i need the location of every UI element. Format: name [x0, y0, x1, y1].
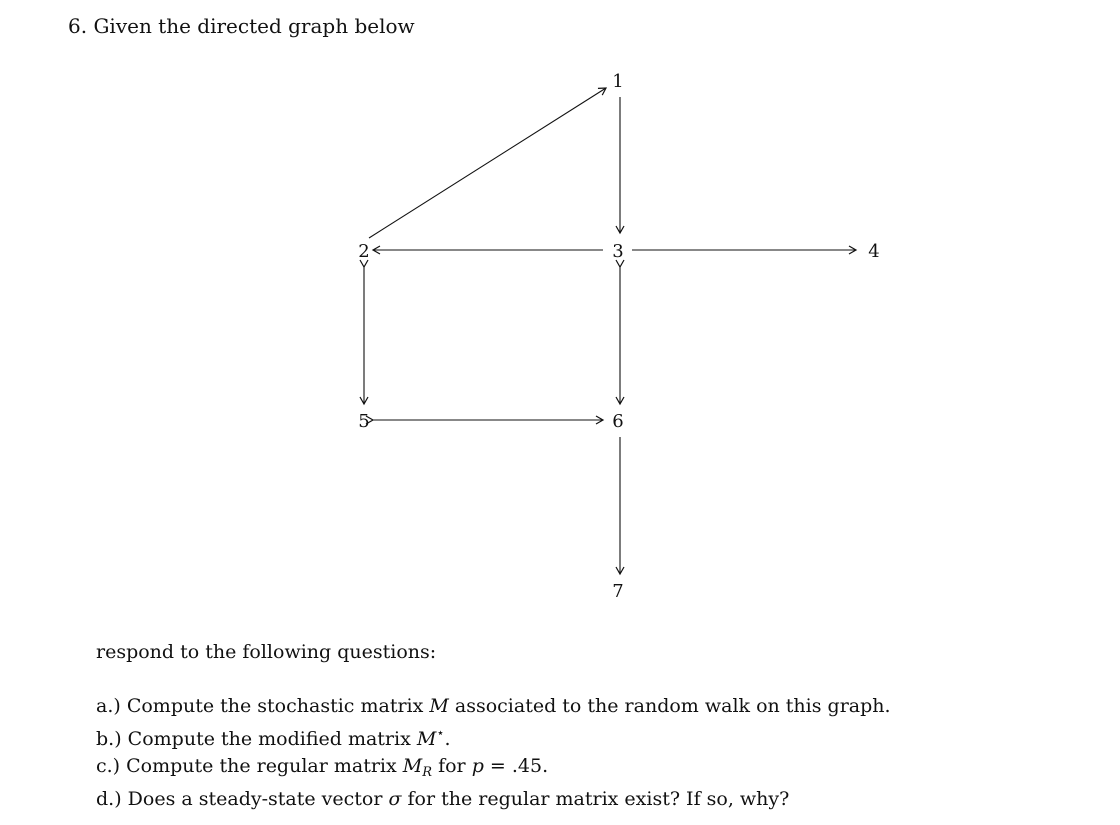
question-list: [96, 693, 891, 813]
node-1: 1: [612, 71, 624, 92]
question-d: d.) Does a steady-state vector σ for the regular matrix exist? If so, why?: [96, 788, 790, 810]
respond-prompt: respond to the following questions:: [96, 641, 437, 663]
node-2: 2: [358, 241, 370, 262]
question-c: c.) Compute the regular matrix $M_R$ for p = .45.: [96, 755, 549, 780]
node-7: 7: [612, 581, 624, 602]
node-4: 4: [868, 241, 880, 262]
node-6: 6: [612, 411, 624, 432]
question-b: b.) Compute the modified matrix M⋆.: [96, 726, 451, 750]
node-5: 5: [358, 411, 370, 432]
question-a: a.) Compute the stochastic matrix M associated to the random walk on this graph.: [96, 695, 891, 717]
edge-2-to-1: [369, 88, 606, 238]
node-3: 3: [612, 241, 624, 262]
problem-heading: 6. Given the directed graph below: [68, 14, 415, 38]
